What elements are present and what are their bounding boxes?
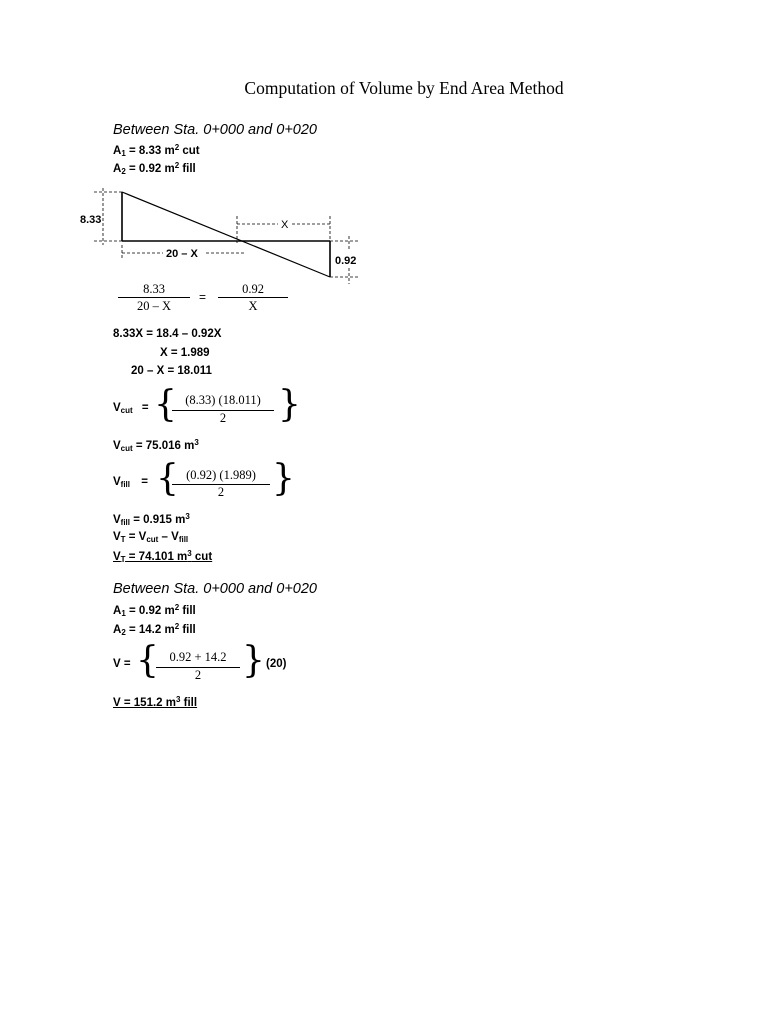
v-denominator: 2: [194, 668, 202, 682]
span-label: 20 – X: [166, 248, 198, 260]
ratio-right-denominator: X: [248, 299, 258, 313]
vfill-result: $V_{fill} = 0.915$ $m^3$: [113, 512, 190, 527]
vcut-result: $V_{cut} = 75.016$ $m^3$: [113, 438, 199, 453]
ratio-left-numerator: 8.33: [143, 282, 165, 296]
section1-a2: $A_2 = 0.92$ $m^2$ fill: [113, 161, 196, 176]
v-left-brace: {: [136, 640, 159, 681]
vcut-left-brace: {: [154, 384, 177, 425]
grade-line: [122, 192, 330, 277]
page-title: Computation of Volume by End Area Method: [244, 78, 564, 98]
step-2: X = 1.989: [160, 347, 210, 359]
ratio-left-denominator: 20 – X: [136, 299, 172, 313]
section2-a1: $A_1 = 0.92$ $m^2$ fill: [113, 603, 196, 618]
section1-a1: $A_1 = 8.33$ $m^2$ cut: [113, 143, 200, 158]
left-height-label: 8.33: [80, 214, 102, 226]
section1-heading: Between Sta. 0+000 and 0+020: [113, 122, 317, 138]
right-depth-label: 0.92: [335, 255, 357, 267]
ratio-equals: =: [199, 290, 207, 304]
vcut-label: $V_{cut}$ =: [113, 402, 149, 415]
cut-fill-diagram: [0, 0, 768, 300]
v-right-brace: }: [242, 640, 265, 681]
section2-heading: Between Sta. 0+000 and 0+020: [113, 581, 317, 597]
v-numerator: 0.92 + 14.2: [169, 650, 227, 664]
ratio-right-numerator: 0.92: [242, 282, 264, 296]
vcut-right-brace: }: [278, 384, 301, 425]
v-label: V =: [113, 658, 131, 670]
step-3: 20 – X = 18.011: [131, 365, 212, 377]
ratio-right-bar: [218, 297, 288, 298]
step-1: 8.33X = 18.4 – 0.92X: [113, 328, 222, 340]
v-multiplier: (20): [266, 658, 287, 670]
vcut-denominator: 2: [219, 411, 227, 425]
section2-a2: $A_2 = 14.2$ $m^2$ fill: [113, 622, 196, 637]
vfill-left-brace: {: [156, 458, 179, 499]
vcut-numerator: (8.33) (18.011): [185, 393, 261, 407]
vt-formula: $V_T = V_{cut} - V_{fill}$: [113, 531, 189, 544]
x-label: X: [281, 219, 289, 231]
vfill-label: $V_{fill}$ =: [113, 476, 148, 489]
vt-result: $V_T = 74.101$ $m^3$ cut: [113, 549, 213, 564]
vfill-numerator: (0.92) (1.989): [186, 468, 256, 482]
vfill-denominator: 2: [217, 485, 225, 499]
vfill-right-brace: }: [272, 458, 295, 499]
v-result: V = 151.2 $m^3$ fill: [113, 695, 198, 709]
ratio-left-bar: [118, 297, 190, 298]
